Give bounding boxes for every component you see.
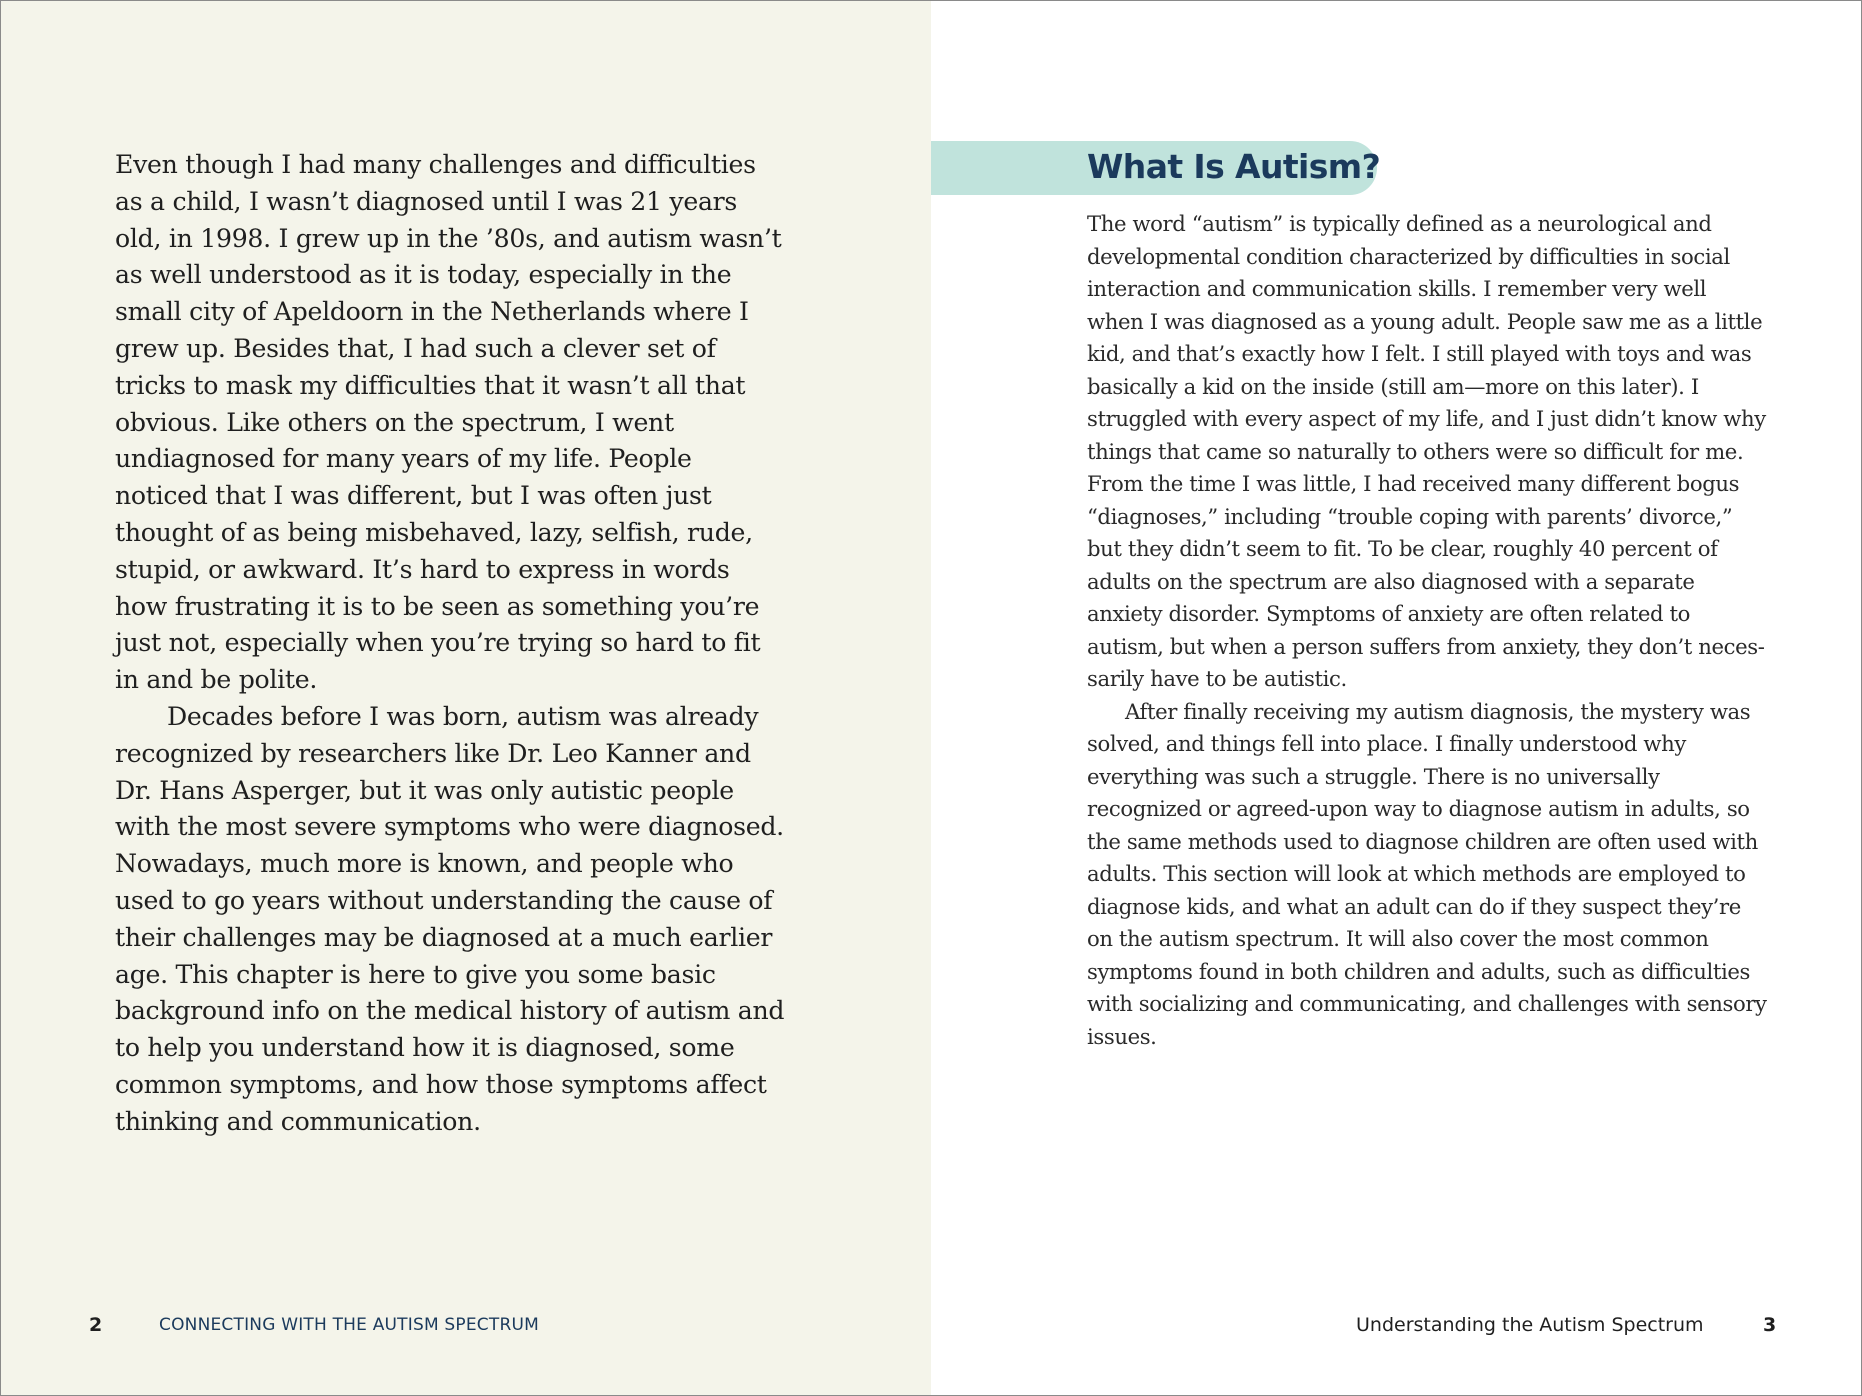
left-paragraph-1: Even though I had many challenges and difficulties as a child, I wasn’t diagnosed until I was 21 years old, in 1998. I grew up in the ’80s, and autism wasn’t as well understood as it is today, especially in the small city of Apeldoorn in the Netherlands where I grew up. Besides that, I had such a clever set of tricks to mask my difficulties that it wasn’t all that obvious. Like others on the spectrum, I went undiagnosed for many years of my life. People noticed that I was different, but I was often just thought of as being misbehaved, lazy, selfish, rude, stupid, or awkward. It’s hard to express in words how frustrating it is to be seen as something you’re just not, especially when you’re trying so hard to fit in and be polite. xyxy=(115,150,782,695)
left-running-head: CONNECTING WITH THE AUTISM SPECTRUM xyxy=(159,1315,539,1335)
right-paragraph-1: The word “autism” is typically defined as a neurological and developmental condition characterized by difficulties in social interaction and communication skills. I remember very well when I was diagnosed as a young adult. People saw me as a little kid, and that’s exactly how I felt. I still played with toys and was basically a kid on the inside (still am—more on this later). I struggled with every aspect of my life, and I just didn’t know why things that came so naturally to others were so difficult for me. From the time I was little, I had received many different bogus “diagnoses,” including “trouble coping with parents’ divorce,” but they didn’t seem to fit. To be clear, roughly 40 percent of adults on the spectrum are also diagnosed with a separate anxiety disorder. Symptoms of anxiety are often related to autism, but when a person suffers from anxiety, they don’t necessarily have to be autistic. xyxy=(1087,211,1766,691)
right-running-head: Understanding the Autism Spectrum xyxy=(1356,1314,1704,1336)
right-paragraph-2: After finally receiving my autism diagnosis, the mystery was solved, and things fell into place. I finally understood why everything was such a struggle. There is no universally recognized or agreed-upon way to diagnose autism in adults, so the same methods used to diagnose children are often used with adults. This section will look at which methods are employed to diagnose kids, and what an adult can do if they suspect they’re on the autism spectrum. It will also cover the most common symptoms found in both children and adults, such as difficulties with socializing and communicating, and challenges with sensory issues. xyxy=(1087,698,1767,1049)
left-page xyxy=(1,1,931,1395)
right-page-body xyxy=(1087,208,1767,1053)
left-paragraph-2: Decades before I was born, autism was already recognized by researchers like Dr. Leo Kanner and Dr. Hans Asperger, but it was only autistic people with the most severe symptoms who were diagnosed. Nowadays, much more is known, and people who used to go years without understanding the cause of their challenges may be diagnosed at a much earlier age. This chapter is here to give you some basic background info on the medical history of autism and to help you understand how it is diagnosed, some common symptoms, and how those symptoms affect thinking and communication. xyxy=(115,701,785,1136)
left-page-body xyxy=(115,147,785,1141)
left-page-number: 2 xyxy=(89,1314,103,1336)
right-page xyxy=(931,1,1861,1395)
section-heading: What Is Autism? xyxy=(1087,147,1381,186)
right-page-number: 3 xyxy=(1763,1314,1777,1336)
